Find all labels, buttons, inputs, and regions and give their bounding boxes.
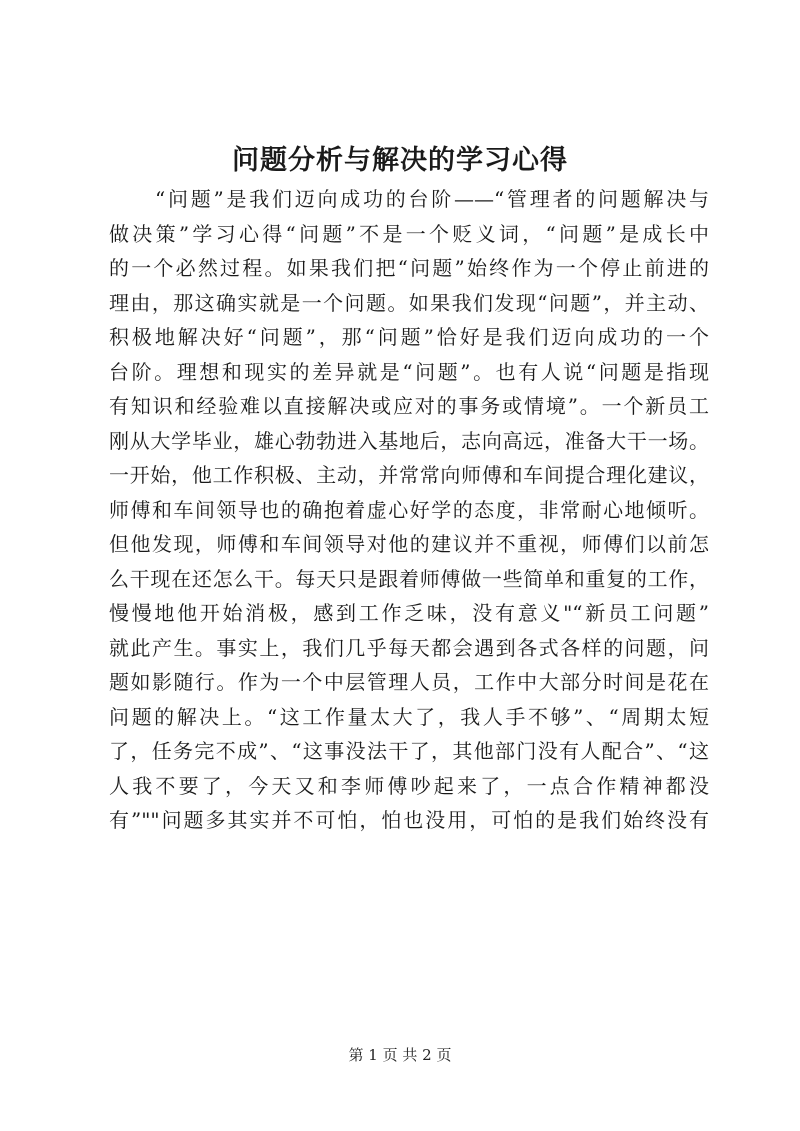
page-title: 问题分析与解决的学习心得 <box>232 145 568 176</box>
text-line: 就此产生。事实上，我们几乎每天都会遇到各式各样的问题，问 <box>109 635 709 660</box>
text-line: 做决策”学习心得“问题”不是一个贬义词，“问题”是成长中 <box>109 221 709 246</box>
text-line: 理由，那这确实就是一个问题。如果我们发现“问题”，并主动、 <box>109 290 709 315</box>
text-line: 但他发现，师傅和车间领导对他的建议并不重视，师傅们以前怎 <box>109 532 709 556</box>
text-line: 师傅和车间领导也的确抱着虚心好学的态度，非常耐心地倾听。 <box>109 497 709 522</box>
text-line: 了，任务完不成”、“这事没法干了，其他部门没有人配合”、“这 <box>109 739 709 763</box>
text-line: 题如影随行。作为一个中层管理人员，工作中大部分时间是花在 <box>109 670 709 694</box>
text-line: 积极地解决好“问题”，那“问题”恰好是我们迈向成功的一个 <box>109 325 709 349</box>
text-line: 刚从大学毕业，雄心勃勃进入基地后，志向高远，准备大干一场。 <box>109 428 709 453</box>
text-line: 台阶。理想和现实的差异就是“问题”。也有人说“问题是指现 <box>109 359 709 384</box>
page-number-footer: 第 1 页 共 2 页 <box>348 1046 452 1064</box>
text-line: “问题”是我们迈向成功的台阶——“管理者的问题解决与 <box>155 187 709 211</box>
text-line: 人我不要了，今天又和李师傅吵起来了，一点合作精神都没 <box>109 773 709 798</box>
text-line: 一开始，他工作积极、主动，并常常向师傅和车间提合理化建议， <box>109 463 709 487</box>
document-body <box>109 182 709 838</box>
text-line: 有知识和经验难以直接解决或应对的事务或情境”。一个新员工 <box>109 394 709 418</box>
text-line: 慢慢地他开始消极，感到工作乏味，没有意义"“新员工问题” <box>109 601 709 625</box>
text-line: 的一个必然过程。如果我们把“问题”始终作为一个停止前进的 <box>109 256 709 280</box>
text-line: 有”""问题多其实并不可怕，怕也没用，可怕的是我们始终没有 <box>109 808 709 832</box>
text-line: 问题的解决上。“这工作量太大了，我人手不够”、“周期太短 <box>109 704 709 729</box>
text-line: 么干现在还怎么干。每天只是跟着师傅做一些简单和重复的工作， <box>109 566 709 591</box>
